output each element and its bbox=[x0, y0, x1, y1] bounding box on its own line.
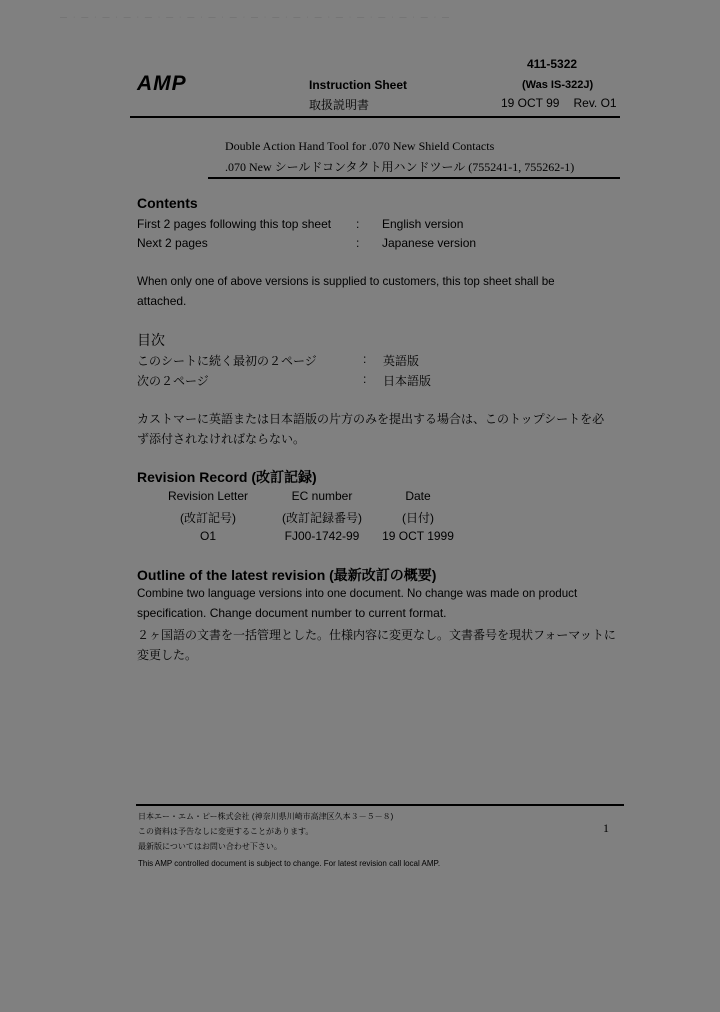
outline-line: Combine two language versions into one document. No change was made on product bbox=[137, 587, 578, 600]
revision-col-header-jp: (改訂記録番号) bbox=[282, 511, 362, 525]
contents-jp-heading: 目次 bbox=[137, 332, 165, 348]
title-jp: .070 New シールドコンタクト用ハンドツール (755241-1, 755262-1) bbox=[225, 160, 575, 174]
contents-jp-note: カストマーに英語または日本語版の片方のみを提出する場合は、このトップシートを必 bbox=[137, 412, 605, 426]
revision-heading: Revision Record (改訂記録) bbox=[137, 469, 317, 485]
contents-row-label: Next 2 pages bbox=[137, 236, 208, 250]
was-number: (Was IS-322J) bbox=[522, 79, 594, 91]
contents-row-sep: : bbox=[356, 217, 360, 231]
page-number: 1 bbox=[603, 821, 609, 835]
contents-jp-row-value: 英語版 bbox=[383, 354, 420, 368]
doc-number: 411-5322 bbox=[527, 57, 578, 71]
revision-col-header: Revision Letter bbox=[167, 489, 249, 503]
contents-heading: Contents bbox=[137, 195, 198, 211]
header-rule bbox=[130, 116, 620, 118]
contents-jp-row-label: 次の２ページ bbox=[137, 374, 209, 388]
doc-type-jp: 取扱説明書 bbox=[309, 98, 370, 112]
footer-notice: This AMP controlled document is subject to change. For latest revision call local AMP. bbox=[138, 859, 441, 868]
contents-row-label: First 2 pages following this top sheet bbox=[137, 217, 332, 231]
date-rev bbox=[501, 96, 617, 110]
revision-cell: O1 bbox=[199, 529, 216, 543]
footer-company: 日本エー・エム・ピー株式会社 (神奈川県川崎市高津区久本３－５－８) bbox=[138, 812, 394, 821]
revision-cell: 19 OCT 1999 bbox=[382, 529, 454, 543]
outline-line: ２ヶ国語の文書を一括管理とした。仕様内容に変更なし。文書番号を現状フォーマットに bbox=[137, 628, 616, 642]
revision-cell: FJ00-1742-99 bbox=[284, 529, 360, 543]
title-rule bbox=[208, 177, 620, 179]
revision-col-header-jp: (改訂記号) bbox=[180, 511, 236, 525]
contents-row-value: Japanese version bbox=[382, 236, 477, 250]
doc-type: Instruction Sheet bbox=[309, 78, 408, 92]
footer-line: この資料は予告なしに変更することがあります。 bbox=[138, 827, 314, 836]
contents-jp-row-sep: : bbox=[363, 372, 367, 386]
footer-line: 最新版についてはお問い合わせ下さい。 bbox=[138, 842, 282, 851]
contents-note: When only one of above versions is supplied to customers, this top sheet shall be bbox=[137, 275, 555, 288]
footer-rule bbox=[136, 804, 624, 806]
contents-note: attached. bbox=[137, 294, 187, 308]
outline-line: 変更した。 bbox=[137, 648, 198, 662]
scan-edge-noise: — · — · — · — · — · — · — · — · — · — · — · — · — · — · — · — · — · — · — bbox=[60, 14, 451, 21]
revision-col-header-jp: (日付) bbox=[402, 511, 434, 525]
amp-logo: AMP bbox=[137, 72, 187, 95]
contents-jp-row-value: 日本語版 bbox=[383, 374, 432, 388]
contents-jp-row-sep: : bbox=[363, 352, 367, 366]
contents-row-value: English version bbox=[382, 217, 464, 231]
revision-col-header: Date bbox=[405, 489, 431, 503]
title-en: Double Action Hand Tool for .070 New Shield Contacts bbox=[225, 139, 495, 153]
contents-jp-row-label: このシートに続く最初の２ページ bbox=[137, 354, 317, 368]
doc-rev: Rev. O1 bbox=[573, 96, 617, 110]
outline-line: specification. Change document number to current format. bbox=[137, 606, 447, 620]
doc-date: 19 OCT 99 bbox=[501, 96, 560, 110]
revision-col-header: EC number bbox=[291, 489, 353, 503]
outline-heading: Outline of the latest revision (最新改訂の概要) bbox=[137, 567, 437, 583]
contents-row-sep: : bbox=[356, 236, 360, 250]
contents-jp-note: ず添付されなければならない。 bbox=[137, 432, 306, 446]
